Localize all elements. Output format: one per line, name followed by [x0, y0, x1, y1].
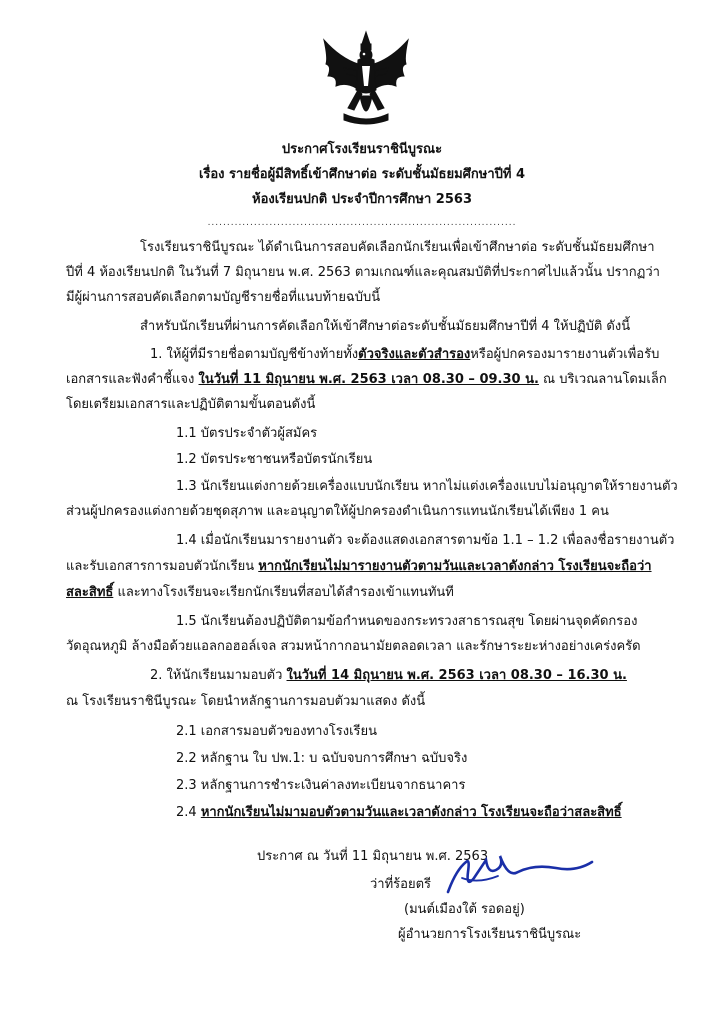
- announcement-subject: เรื่อง รายชื่อผู้มีสิทธิ์เข้าศึกษาต่อ ระดับชั้นมัธยมศึกษาปีที่ 4: [198, 167, 526, 182]
- item-1-2: 1.2 บัตรประชาชนหรือบัตรนักเรียน: [176, 452, 373, 467]
- intro-line-2: ปีที่ 4 ห้องเรียนปกติ ในวันที่ 7 มิถุนายน พ.ศ. 2563 ตามเกณฑ์และคุณสมบัติที่ประกาศไปแล้วนั้น ปรากฏว่า: [66, 265, 660, 280]
- item-1-4-forfeit: สละสิทธิ์: [66, 585, 114, 600]
- signature-scribble: [438, 848, 598, 906]
- item-1-4-c-end: และทางโรงเรียนจะเรียกนักเรียนที่สอบได้สำรองเข้าแทนทันที: [113, 585, 454, 600]
- intro-line-4: สำหรับนักเรียนที่ผ่านการคัดเลือกให้เข้าศึกษาต่อระดับชั้นมัธยมศึกษาปีที่ 4 ให้ปฏิบัติ ดังนี้: [140, 319, 631, 334]
- item-2-text: 2. ให้นักเรียนมามอบตัว: [150, 668, 287, 683]
- item-1-b-end: ณ บริเวณลานโดมเล็ก: [538, 372, 667, 387]
- item-1-5-b: วัดอุณหภูมิ ล้างมือด้วยแอลกอฮอล์เจล สวมหน้ากากอนามัยตลอดเวลา และรักษาระยะห่างอย่างเคร่งครัด: [66, 639, 641, 654]
- signer-name: (มนต์เมืองใต้ รอดอยู่): [404, 902, 525, 917]
- intro-line-3: มีผู้ผ่านการสอบคัดเลือกตามบัญชีรายชื่อที่แนบท้ายฉบับนี้: [66, 290, 381, 305]
- announcement-program: ห้องเรียนปกติ ประจำปีการศึกษา 2563: [252, 192, 472, 207]
- intro-line-1: โรงเรียนราชินีบูรณะ ได้ดำเนินการสอบคัดเลือกนักเรียนเพื่อเข้าศึกษาต่อ ระดับชั้นมัธยมศึกษา: [140, 240, 655, 255]
- header-separator: ................................................................................: [207, 218, 517, 228]
- item-2-4: [176, 804, 622, 822]
- signer-rank: ว่าที่ร้อยตรี: [370, 877, 432, 892]
- item-1-4-c: [66, 584, 454, 602]
- item-1-line-b: [66, 371, 667, 389]
- item-1-line-c: โดยเตรียมเอกสารและปฏิบัติตามขั้นตอนดังนี้: [66, 397, 316, 412]
- item-2-4-warning: หากนักเรียนไม่มามอบตัวตามวันและเวลาดังกล่าว โรงเรียนจะถือว่าสละสิทธิ์: [200, 805, 622, 820]
- item-2-3: 2.3 หลักฐานการชำระเงินค่าลงทะเบียนจากธนาคาร: [176, 778, 466, 793]
- item-1-3-b: ส่วนผู้ปกครองแต่งกายด้วยชุดสุภาพ และอนุญาตให้ผู้ปกครองดำเนินการแทนนักเรียนได้เพียง 1 คน: [66, 504, 609, 519]
- announcement-date: ประกาศ ณ วันที่ 11 มิถุนายน พ.ศ. 2563: [257, 849, 489, 864]
- item-2-line-b: ณ โรงเรียนราชินีบูรณะ โดยนำหลักฐานการมอบตัวมาแสดง ดังนี้: [66, 694, 426, 709]
- item-1-3-a: 1.3 นักเรียนแต่งกายด้วยเครื่องแบบนักเรียน หากไม่แต่งเครื่องแบบไม่อนุญาตให้รายงานตัว: [176, 479, 678, 494]
- item-1-line-a: [150, 346, 659, 364]
- item-2-2: 2.2 หลักฐาน ใบ ปพ.1: บ ฉบับจบการศึกษา ฉบับจริง: [176, 751, 468, 766]
- garuda-emblem: [318, 30, 414, 130]
- item-2-date: ในวันที่ 14 มิถุนายน พ.ศ. 2563 เวลา 08.30 – 16.30 น.: [286, 668, 627, 683]
- item-1-4-warning: หากนักเรียนไม่มารายงานตัวตามวันและเวลาดังกล่าว โรงเรียนจะถือว่า: [258, 559, 652, 574]
- item-1-emphasis: ตัวจริงและตัวสำรอง: [358, 347, 471, 362]
- item-1-4-b: [66, 558, 652, 576]
- announcement-title: ประกาศโรงเรียนราชินีบูรณะ: [281, 142, 443, 157]
- item-2-1: 2.1 เอกสารมอบตัวของทางโรงเรียน: [176, 724, 378, 739]
- item-1-5-a: 1.5 นักเรียนต้องปฏิบัติตามข้อกำหนดของกระทรวงสาธารณสุข โดยผ่านจุดคัดกรอง: [176, 614, 638, 629]
- item-1-1: 1.1 บัตรประจำตัวผู้สมัคร: [176, 426, 318, 441]
- item-1-4-a: 1.4 เมื่อนักเรียนมารายงานตัว จะต้องแสดงเอกสารตามข้อ 1.1 – 1.2 เพื่อลงชื่อรายงานตัว: [176, 533, 675, 548]
- item-1-text-end: หรือผู้ปกครองมารายงานตัวเพื่อรับ: [470, 347, 660, 362]
- item-1-text: 1. ให้ผู้ที่มีรายชื่อตามบัญชีข้างท้ายทั้ง: [150, 347, 359, 362]
- item-2-line-a: [150, 667, 627, 685]
- item-1-4-b-text: และรับเอกสารการมอบตัวนักเรียน: [66, 559, 259, 574]
- item-1-b-text: เอกสารและฟังคำชี้แจง: [66, 372, 199, 387]
- item-2-4-num: 2.4: [176, 805, 201, 820]
- signer-position: ผู้อำนวยการโรงเรียนราชินีบูรณะ: [398, 927, 582, 942]
- item-1-date: ในวันที่ 11 มิถุนายน พ.ศ. 2563 เวลา 08.30 – 09.30 น.: [198, 372, 539, 387]
